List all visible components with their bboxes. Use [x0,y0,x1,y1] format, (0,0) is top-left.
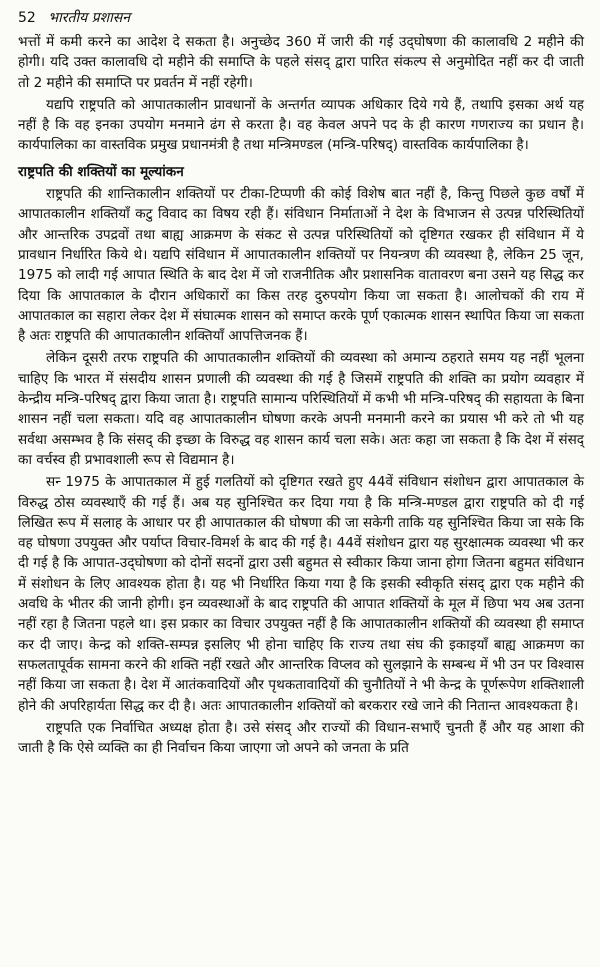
paragraph-6: राष्ट्रपति एक निर्वाचित अध्यक्ष होता है। उसे संसद्‍ और राज्यों की विधान-सभाएँ चुनती हैं और यह आशा की जाती है कि ऐसे व्यक्ति का ही निर्वाचन किया जाएगा जो अपने को जनता के प्रति [18,719,584,757]
paragraph-5: सन्‍ 1975 के आपातकाल में हुई गलतियों को दृष्टिगत रखते हुए 44वें संविधान संशोधन द्वारा आपातकाल के विरुद्ध ठोस व्यवस्थाएँ की गई हैं। अब यह सुनिश्चित कर दिया गया है कि मन्त्रि-मण्डल द्वारा राष्ट्रपति को दी गई लिखित रूप में सलाह के आधार पर ही आपातकाल की घोषणा की जा सकेगी ताकि यह सुनिश्चित किया जा सके कि वह घोषणा उपयुक्त और पर्याप्त विचार-विमर्श के बाद की गई है। 44वें संशोधन द्वारा यह सुरक्षात्मक व्यवस्था भी कर दी गई है कि आपात-उद्‍घोषणा को दोनों सदनों द्वारा उसी बहुमत से स्वीकार किया जाना होगा जितना बहुमत संविधान में संशोधन के लिए आवश्यक होता है। यह भी निर्धारित किया गया है कि इसकी स्वीकृति संसद्‍ द्वारा एक महीने की अवधि के भीतर की जानी होगी। इन व्यवस्थाओं के बाद राष्ट्रपति की आपात शक्तियों के मूल में छिपा भय अब उतना नहीं रहा है जितना पहले था। इस प्रकार का विचार उपयुक्त नहीं है कि आपातकालीन शक्तियों की व्यवस्था ही समाप्त कर दी जाए। केन्द्र को शक्ति-सम्पन्न इसलिए भी होना चाहिए कि राज्य तथा संघ की इकाइयाँ बाह्य आक्रमण का सफलतापूर्वक सामना करने की शक्ति नहीं रखते और आन्तरिक विप्लव को सुलझाने के सम्बन्ध में भी उन पर विश्वास नहीं किया जा सकता है। देश में आतंकवादियों और पृथकतावादियों की चुनौतियों ने भी केन्द्र के पूर्णरूपेण शक्तिशाली होने की अपरिहार्यता सिद्ध कर दी है। अतः आपातकालीन शक्तियों को बरकरार रखे जाने की नितान्त आवश्यकता है। [18,474,584,714]
page-header [18,8,584,28]
paragraph-3: राष्ट्रपति की शान्तिकालीन शक्तियों पर टीका-टिप्पणी की कोई विशेष बात नहीं है, किन्तु पिछले कुछ वर्षों में आपातकालीन शक्तियाँ कटु विवाद का विषय रही हैं। संविधान निर्माताओं ने देश के विभाजन से उत्पन्न परिस्थितियों और आन्तरिक उपद्रवों तथा बाह्य आक्रमण के संकट से उत्पन्न परिस्थितियों को दृष्टिगत रखकर ही संविधान में ये प्रावधान निर्धारित किये थे। यद्यपि संविधान में आपातकालीन शक्तियों पर नियन्त्रण की व्यवस्था है, लेकिन 25 जून, 1975 को लादी गई आपात स्थिति के बाद देश में जो राजनीतिक और प्रशासनिक वातावरण बना उसने यह सिद्ध कर दिया कि आपातकाल के दौरान अधिकारों का किस तरह दुरुपयोग किया जा सकता है। आलोचकों की राय में आपातकाल का सहारा लेकर देश में संघात्मक शासन को समाप्त करके पूर्ण एकात्मक शासन स्थापित किया जा सकता है अतः राष्ट्रपति की आपातकालीन शक्तियाँ आपत्तिजनक हैं। [18,186,584,345]
paragraph-4: लेकिन दूसरी तरफ राष्ट्रपति की आपातकालीन शक्तियों की व्यवस्था को अमान्य ठहराते समय यह नहीं भूलना चाहिए कि भारत में संसदीय शासन प्रणाली की व्यवस्था की गई है जिसमें राष्ट्रपति की शक्ति का प्रयोग व्यवहार में केन्द्रीय मन्त्रि-परिषद्‍ द्वारा किया जाता है। राष्ट्रपति सामान्य परिस्थितियों में कभी भी मन्त्रि-परिषद्‍ की सहायता के बिना शासन नहीं चला सकता। यदि वह आपातकालीन घोषणा करके अपनी मनमानी करने का प्रयास भी करे तो भी यह सर्वथा असम्भव है कि संसद्‍ की इच्छा के विरुद्ध वह शासन कार्य चला सके। अतः कहा जा सकता है कि देश में संसद्‍ का वर्चस्व ही प्रभावशाली रूप से विद्यमान है। [18,350,584,468]
section-heading: राष्ट्रपति की शक्तियों का मूल्यांकन [18,163,184,180]
page-number: 52 [18,10,36,26]
paragraph-2: यद्यपि राष्ट्रपति को आपातकालीन प्रावधानों के अन्तर्गत व्यापक अधिकार दिये गये हैं, तथापि इसका अर्थ यह नहीं है कि वह इनका उपयोग मनमाने ढंग से करता है। वह केवल अपने पद के ही कारण गणराज्य का प्रधान है। कार्यपालिका का वास्तविक प्रमुख प्रधानमंत्री है तथा मन्त्रिमण्डल (मन्त्रि-परिषद्‍) वास्तविक कार्यपालिका है। [18,96,584,154]
running-title: भारतीय प्रशासन [48,10,130,26]
paragraph-1: भत्तों में कमी करने का आदेश दे सकता है। अनुच्छेद 360 में जारी की गई उद्‍घोषणा की कालावधि 2 महीने की होगी। यदि उक्त कालावधि दो महीने की समाप्ति के पहले संसद्‍ द्वारा पारित संकल्प से अनुमोदित नहीं कर दी जाती तो 2 महीने की समाप्ति पर प्रवर्तन में नहीं रहेगी। [18,34,584,91]
